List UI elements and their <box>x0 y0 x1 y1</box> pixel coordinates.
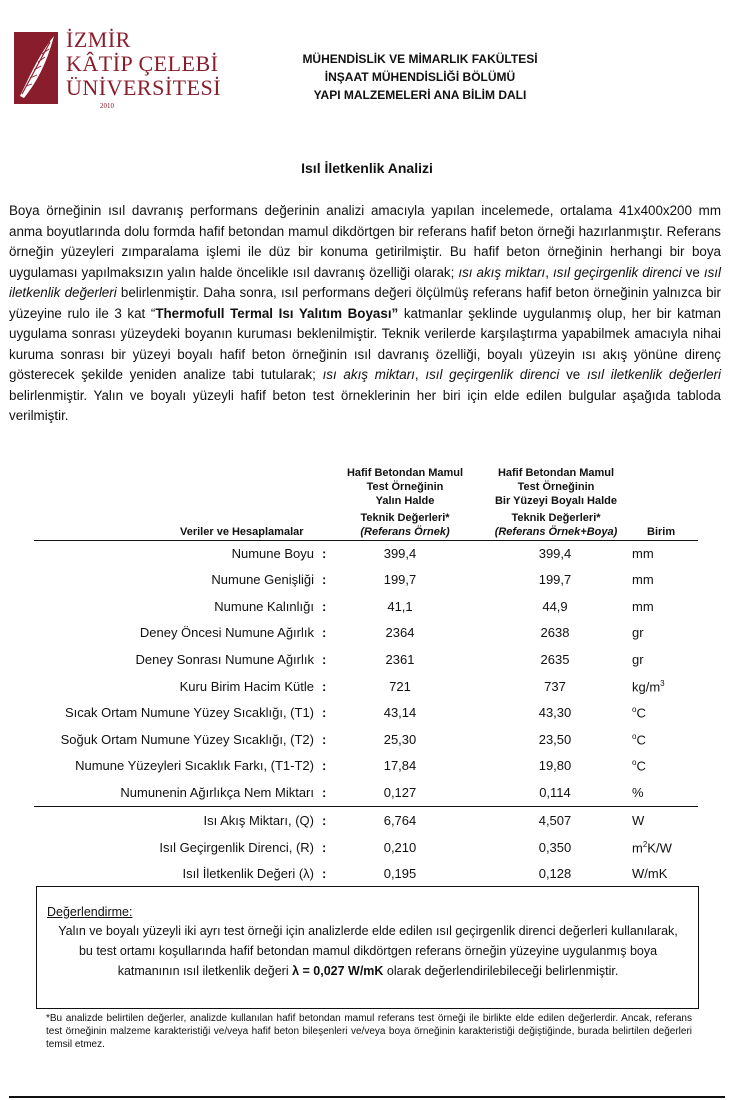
row-label: Kuru Birim Hacim Kütle <box>179 679 314 694</box>
row-label: Isıl İletkenlik Değeri (λ) <box>182 866 314 881</box>
faculty-name: MÜHENDİSLİK VE MİMARLIK FAKÜLTESİ <box>302 52 538 66</box>
row-separator: : <box>322 546 327 561</box>
logo-year: 2010 <box>100 102 114 110</box>
row-unit: W/mK <box>632 866 668 881</box>
row-unit: gr <box>632 652 644 667</box>
painted-value: 43,30 <box>538 705 572 720</box>
painted-value: 737 <box>544 679 566 694</box>
table-row <box>0 652 734 678</box>
row-separator: : <box>322 758 327 773</box>
row-separator: : <box>322 572 327 587</box>
reference-value: 0,210 <box>383 840 417 855</box>
footnote: *Bu analizde belirtilen değerler, analizde kullanılan hafif betondan mamul referans test örneği ile birlikte elde edilen değerlerdir. Ancak, referans test örneğinin malzeme karakteristiği ve/veya hafif beton bileşenleri ve/veya boya örneğinin karakteristiği değiştiğinde, burada belirtilen değerleri temsil etmez. <box>46 1013 692 1050</box>
conductivity-result: λ = 0,027 W/mK <box>292 964 384 978</box>
reference-value: 6,764 <box>383 813 417 828</box>
column-header-reference: Hafif Betondan Mamul Test Örneğinin Yalın Halde Teknik Değerleri* (Referans Örnek) <box>346 467 464 538</box>
row-unit: % <box>632 785 644 800</box>
row-unit: $m^2K/W$ <box>632 840 672 856</box>
row-separator: : <box>322 625 327 640</box>
painted-value: 19,80 <box>538 758 572 773</box>
row-label: Deney Öncesi Numune Ağırlık <box>139 625 314 640</box>
reference-value: 17,84 <box>383 758 417 773</box>
painted-value: 2635 <box>540 652 570 667</box>
reference-value: 2361 <box>385 652 415 667</box>
reference-value: 199,7 <box>383 572 417 587</box>
row-unit: $^o$C <box>632 732 646 748</box>
evaluation-title: Değerlendirme: <box>47 905 133 919</box>
reference-value: 0,195 <box>383 866 417 881</box>
row-separator: : <box>322 679 327 694</box>
row-separator: : <box>322 599 327 614</box>
table-top-rule <box>34 540 698 541</box>
table-row <box>0 840 734 866</box>
column-header-label: Veriler ve Hesaplamalar <box>180 526 304 538</box>
table-row <box>0 758 734 784</box>
row-label: Sıcak Ortam Numune Yüzey Sıcaklığı, (T1) <box>64 705 314 720</box>
row-unit: gr <box>632 625 644 640</box>
reference-value: 2364 <box>385 625 415 640</box>
row-unit: mm <box>632 546 654 561</box>
document-title: Isıl İletkenlik Analizi <box>301 160 433 176</box>
row-separator: : <box>322 705 327 720</box>
row-unit: $kg/m^3$ <box>632 679 665 695</box>
row-unit: mm <box>632 572 654 587</box>
painted-value: 4,507 <box>538 813 572 828</box>
logo-wordmark: İZMİR KÂTİP ÇELEBİ ÜNİVERSİTESİ <box>66 27 222 100</box>
row-label: Numune Yüzeyleri Sıcaklık Farkı, (T1-T2) <box>75 758 314 773</box>
table-row <box>0 572 734 598</box>
reference-value: 43,14 <box>383 705 417 720</box>
table-row <box>0 546 734 572</box>
row-label: Numunenin Ağırlıkça Nem Miktarı <box>120 785 314 800</box>
intro-paragraph: Boya örneğinin ısıl davranış performans değerinin analizi amacıyla yapılan incelemede, ortalama 41x400x200 mm anma boyutlarında dolu formda hafif betondan mamul dikdörtgen bir referans hafif beton örneği hazırlanmıştır. Referans örneğin yüzeyleri zımparalama işlemi ile düz bir konuma getirilmiştir. Bu hafif beton örneğinin herhangi bir boya uygulaması yapılmaksızın yalın halde öncelikle ısıl davranış özelliği olarak; ısı akış miktarı, ısıl geçirgenlik direnci ve ısıl iletkenlik değerleri belirlenmiştir. Daha sonra, ısıl performans değeri ölçülmüş referans hafif beton örneğinin yalnızca bir yüzeyine rulo ile 3 kat “Thermofull Termal Isı Yalıtım Boyası” katmanlar şeklinde uygulanmış olup, her bir katman uygulama sonrası yüzeydeki boyanın kuruması beklenilmiştir. Teknik verilerde karşılaştırma yapabilmek amacıyla nihai kuruma sonrası bir yüzeyi boyalı hafif beton örneğinin ısıl davranış özelliği, boyalı yüzeyin ısı akış yönüne direnç gösterecek şekilde yeniden analize tabi tutularak; ısı akış miktarı, ısıl geçirgenlik direnci ve ısıl iletkenlik değerleri belirlenmiştir. Yalın ve boyalı yüzeyli hafif beton test örneklerinin her biri için elde edilen bulgular aşağıda tabloda verilmiştir. <box>9 203 721 423</box>
row-unit: mm <box>632 599 654 614</box>
column-header-painted: Hafif Betondan Mamul Test Örneğinin Bir Yüzeyi Boyalı Halde Teknik Değerleri* (Referans Örnek+Boya) <box>494 467 618 538</box>
table-row <box>0 813 734 839</box>
page-bottom-rule <box>9 1096 725 1098</box>
painted-value: 399,4 <box>538 546 572 561</box>
column-header-unit: Birim <box>647 526 676 538</box>
institution-header <box>210 50 630 104</box>
reference-value: 399,4 <box>383 546 417 561</box>
reference-value: 41,1 <box>387 599 413 614</box>
reference-value: 25,30 <box>383 732 417 747</box>
evaluation-text: Yalın ve boyalı yüzeyli iki ayrı test örneği için analizlerde elde edilen ısıl geçirgenlik direnci değerleri kullanılarak, bu test ortamı koşullarında hafif betondan mamul dikdörtgen referans örneğin yüzeyine uygulanmış boya katmanının ısıl iletkenlik değeri λ = 0,027 W/mK olarak değerlendirilebileceği belirlenmiştir. <box>58 924 678 978</box>
department-name: İNŞAAT MÜHENDİSLİĞİ BÖLÜMÜ <box>324 70 516 84</box>
evaluation-box <box>36 886 699 1009</box>
row-separator: : <box>322 840 327 855</box>
painted-value: 2638 <box>540 625 570 640</box>
painted-value: 0,114 <box>539 785 571 800</box>
table-row <box>0 705 734 731</box>
row-label: Numune Kalınlığı <box>214 599 314 614</box>
row-label: Numune Boyu <box>231 546 314 561</box>
table-row <box>0 679 734 705</box>
university-logo <box>12 26 222 110</box>
row-label: Deney Sonrası Numune Ağırlık <box>135 652 314 667</box>
division-name: YAPI MALZEMELERİ ANA BİLİM DALI <box>313 88 527 102</box>
row-label: Isı Akış Miktarı, (Q) <box>203 813 314 828</box>
row-separator: : <box>322 652 327 667</box>
row-separator: : <box>322 813 327 828</box>
table-row <box>0 599 734 625</box>
reference-value: 0,127 <box>383 785 417 800</box>
row-unit: $^o$C <box>632 705 646 721</box>
table-row <box>0 732 734 758</box>
row-separator: : <box>322 785 327 800</box>
row-unit: $^o$C <box>632 758 646 774</box>
table-row <box>0 625 734 651</box>
quill-emblem-icon <box>12 28 62 106</box>
painted-value: 0,350 <box>538 840 572 855</box>
painted-value: 0,128 <box>538 866 572 881</box>
row-label: Isıl Geçirgenlik Direnci, (R) <box>159 840 314 855</box>
row-label: Soğuk Ortam Numune Yüzey Sıcaklığı, (T2) <box>60 732 314 747</box>
row-separator: : <box>322 732 327 747</box>
painted-value: 44,9 <box>542 599 568 614</box>
painted-value: 199,7 <box>538 572 572 587</box>
row-label: Numune Genişliği <box>211 572 314 587</box>
row-separator: : <box>322 866 327 881</box>
reference-value: 721 <box>389 679 411 694</box>
painted-value: 23,50 <box>538 732 572 747</box>
table-row <box>0 785 734 811</box>
row-unit: W <box>632 813 645 828</box>
